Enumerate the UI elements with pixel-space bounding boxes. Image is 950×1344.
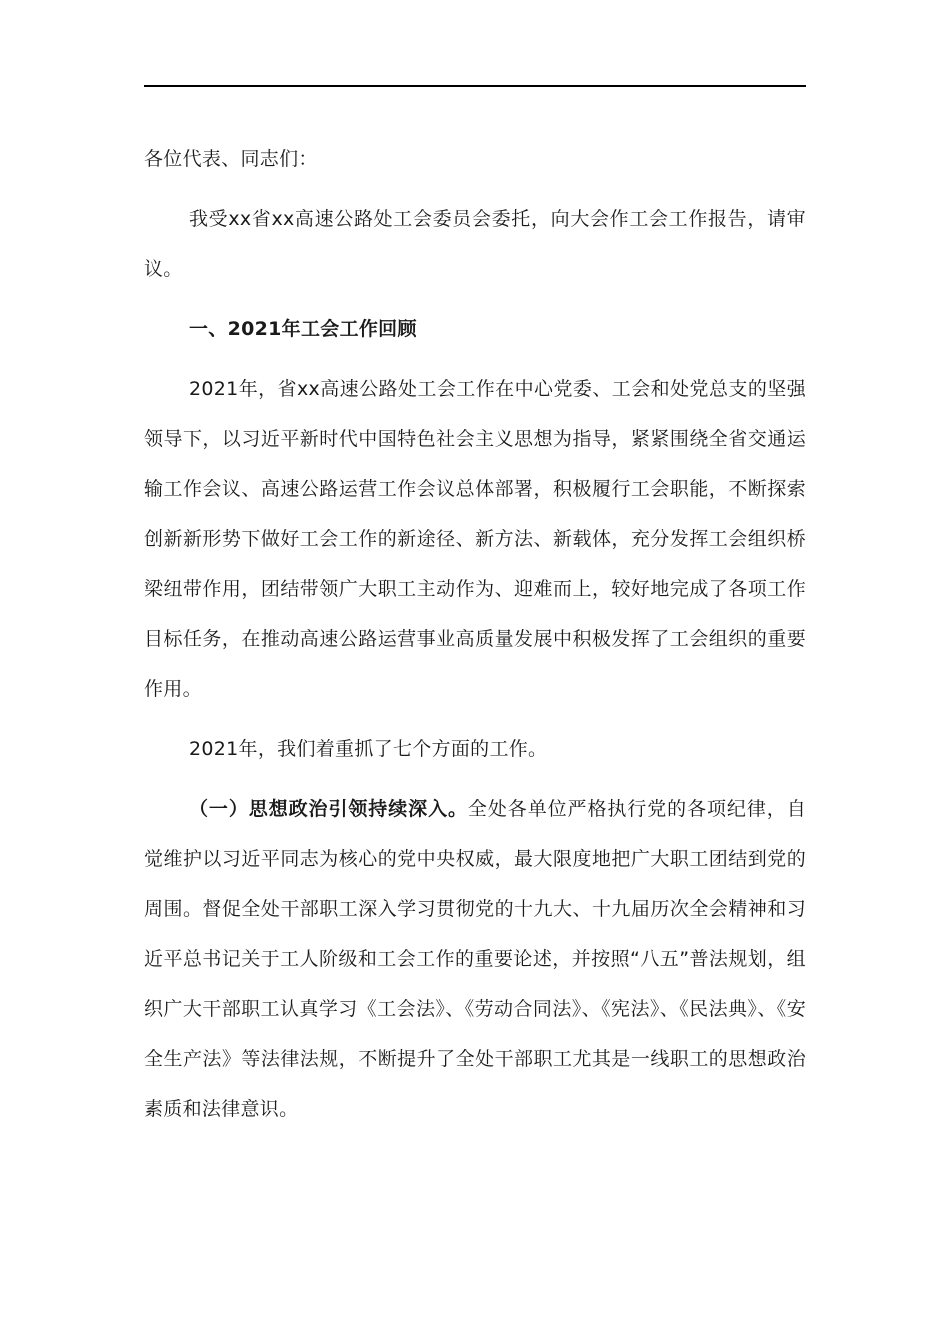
- header-rule: [144, 85, 806, 87]
- salutation: 各位代表、同志们：: [144, 148, 318, 170]
- document-body: [144, 134, 806, 1134]
- section-heading: 一、2021年工会工作回顾: [189, 318, 417, 340]
- item-paragraph: [144, 784, 806, 1134]
- item-body: 全处各单位严格执行党的各项纪律，自觉维护以习近平同志为核心的党中央权威，最大限度地把广大职工团结到党的周围。督促全处干部职工深入学习贯彻党的十九大、十九届历次全会精神和习近平总书记关于工人阶级和工会工作的重要论述，并按照“八五”普法规划，组织广大干部职工认真学习《工会法》、《劳动合同法》、《宪法》、《民法典》、《安全生产法》等法律法规，不断提升了全处干部职工尤其是一线职工的思想政治素质和法律意识。: [144, 798, 806, 1120]
- item-title: （一）思想政治引领持续深入。: [189, 798, 468, 820]
- body-paragraph: 2021年，我们着重抓了七个方面的工作。: [189, 738, 548, 760]
- body-paragraph: 2021年，省xx高速公路处工会工作在中心党委、工会和处党总支的坚强领导下，以习近平新时代中国特色社会主义思想为指导，紧紧围绕全省交通运输工作会议、高速公路运营工作会议总体部署，积极履行工会职能，不断探索创新新形势下做好工会工作的新途径、新方法、新载体，充分发挥工会组织桥梁纽带作用，团结带领广大职工主动作为、迎难而上，较好地完成了各项工作目标任务，在推动高速公路运营事业高质量发展中积极发挥了工会组织的重要作用。: [144, 378, 806, 700]
- intro-paragraph: 我受xx省xx高速公路处工会委员会委托，向大会作工会工作报告，请审议。: [144, 208, 806, 280]
